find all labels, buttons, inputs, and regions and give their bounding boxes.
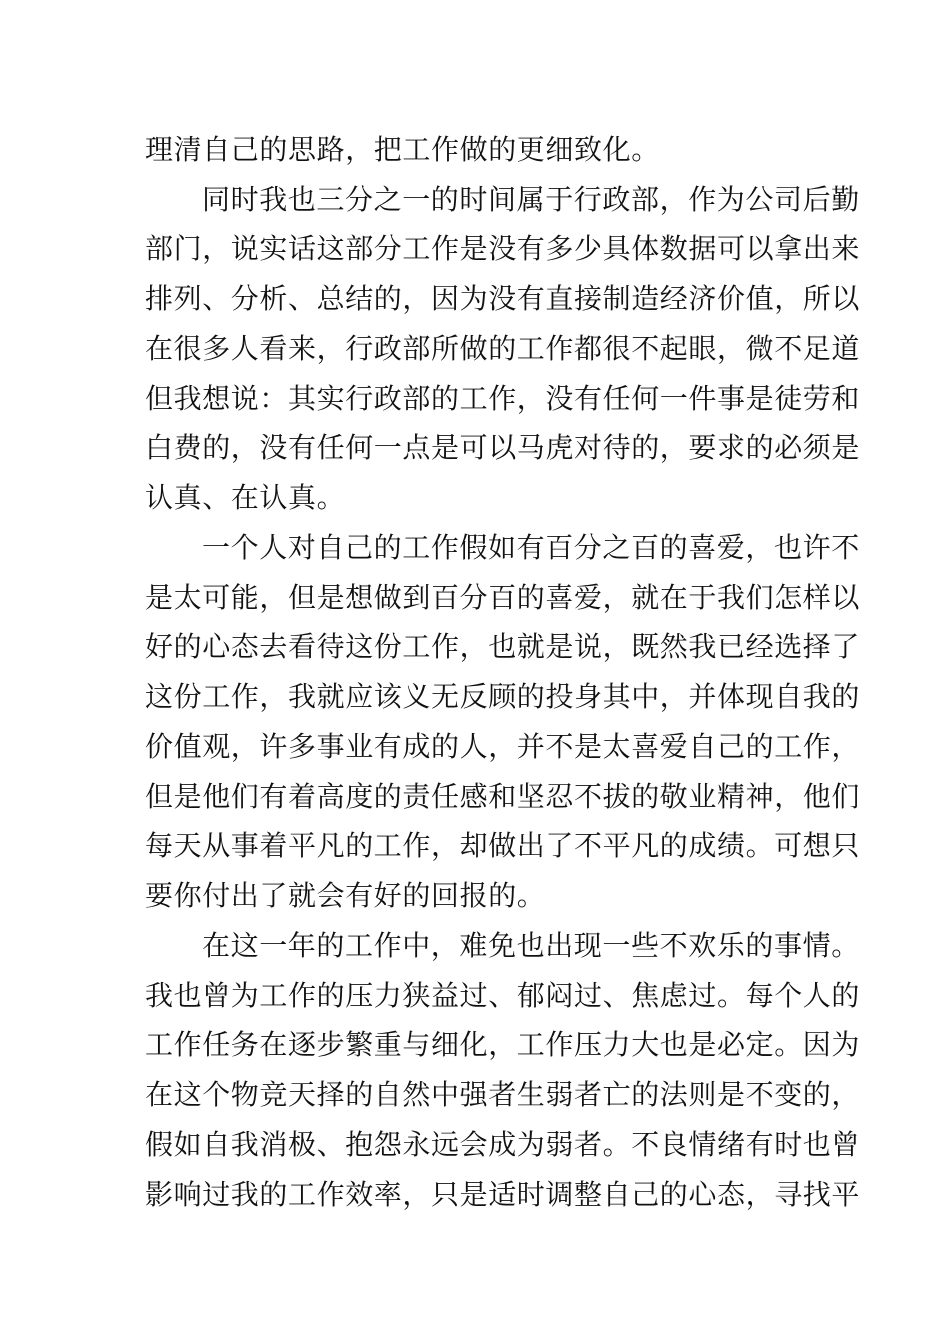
text-line: 白费的，没有任何一点是可以马虎对待的，要求的必须是 bbox=[145, 431, 861, 464]
paragraph-first-line: 一个人对自己的工作假如有百分之百的喜爱，也许不 bbox=[202, 531, 860, 564]
text-line: 部门，说实话这部分工作是没有多少具体数据可以拿出来 bbox=[145, 232, 861, 265]
paragraph-first-line: 同时我也三分之一的时间属于行政部，作为公司后勤 bbox=[202, 183, 860, 216]
text-line: 这份工作，我就应该义无反顾的投身其中，并体现自我的 bbox=[145, 680, 861, 713]
text-line: 但我想说：其实行政部的工作，没有任何一件事是徒劳和 bbox=[145, 382, 861, 415]
text-line: 是太可能，但是想做到百分百的喜爱，就在于我们怎样以 bbox=[145, 581, 861, 614]
paragraph-first-line: 在这一年的工作中，难免也出现一些不欢乐的事情。 bbox=[202, 929, 860, 962]
text-line: 在这个物竞天择的自然中强者生弱者亡的法则是不变的， bbox=[145, 1078, 861, 1111]
text-line: 要你付出了就会有好的回报的。 bbox=[145, 879, 546, 912]
text-line: 排列、分析、总结的，因为没有直接制造经济价值，所以 bbox=[145, 282, 861, 315]
text-line: 理清自己的思路，把工作做的更细致化。 bbox=[145, 133, 660, 166]
text-line: 价值观，许多事业有成的人，并不是太喜爱自己的工作， bbox=[145, 730, 861, 763]
text-line: 假如自我消极、抱怨永远会成为弱者。不良情绪有时也曾 bbox=[145, 1128, 861, 1161]
text-line: 但是他们有着高度的责任感和坚忍不拔的敬业精神，他们 bbox=[145, 780, 861, 813]
text-line: 好的心态去看待这份工作，也就是说，既然我已经选择了 bbox=[145, 630, 861, 663]
text-line: 影响过我的工作效率，只是适时调整自己的心态，寻找平 bbox=[145, 1178, 861, 1211]
text-line: 我也曾为工作的压力狭益过、郁闷过、焦虑过。每个人的 bbox=[145, 979, 861, 1012]
text-line: 认真、在认真。 bbox=[145, 481, 346, 514]
text-line: 工作任务在逐步繁重与细化，工作压力大也是必定。因为 bbox=[145, 1028, 861, 1061]
text-line: 每天从事着平凡的工作，却做出了不平凡的成绩。可想只 bbox=[145, 829, 861, 862]
text-line: 在很多人看来，行政部所做的工作都很不起眼，微不足道 bbox=[145, 332, 861, 365]
